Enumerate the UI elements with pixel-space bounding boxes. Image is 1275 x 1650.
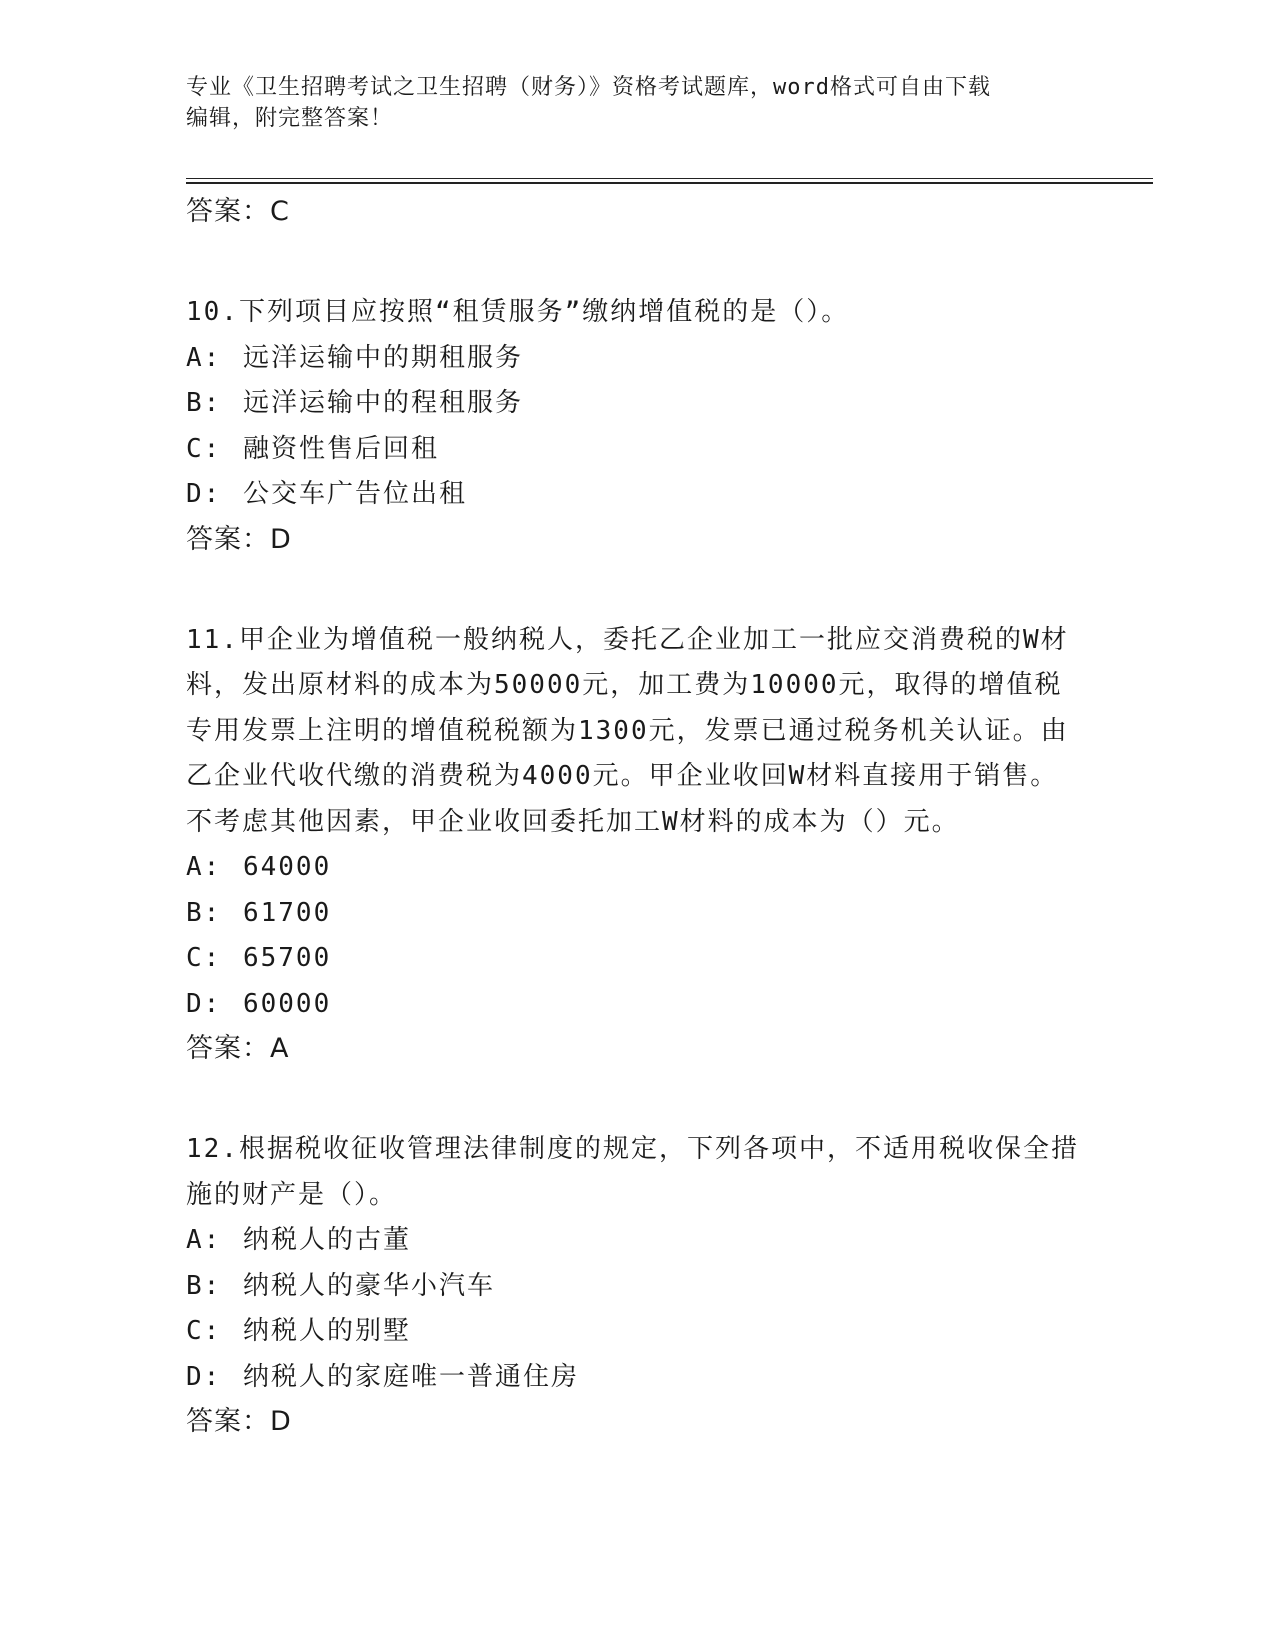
option-text: 纳税人的豪华小汽车 [242,1270,495,1301]
header-divider-thin [186,178,1153,179]
option-b: B: 纳税人的豪华小汽车 [186,1264,1086,1310]
option-text: 公交车广告位出租 [242,479,467,509]
option-letter: A [186,852,204,882]
option-a: A: 64000 [186,845,1086,891]
option-letter: B [186,1270,204,1301]
option-b: B: 远洋运输中的程租服务 [186,381,1086,427]
option-text: 60000 [242,988,332,1019]
option-c: C: 纳税人的别墅 [186,1309,1086,1355]
option-d: D: 60000 [186,982,1086,1028]
option-text: 纳税人的别墅 [242,1316,411,1346]
option-d: D: 纳税人的家庭唯一普通住房 [186,1355,1086,1401]
option-text: 61700 [242,897,332,928]
answer-value: C [270,196,290,227]
question-text [186,1127,1086,1218]
document-header [186,72,1066,134]
answer-value: D [270,523,292,555]
option-letter: C [186,943,204,973]
option-letter: D [186,988,204,1019]
option-a: A: 纳税人的古董 [186,1218,1086,1264]
option-text: 融资性售后回租 [242,433,439,464]
option-letter: D [186,1361,204,1392]
question-block [186,1127,1086,1444]
answer-value: D [270,1406,292,1437]
question-number: 11. [186,624,239,655]
question-number: 12. [186,1134,239,1164]
option-text: 远洋运输中的期租服务 [242,342,523,373]
option-letter: A [186,342,204,373]
answer-label: 答案： [186,1406,270,1437]
question-text [186,618,1086,846]
header-divider-thick [186,182,1153,184]
option-letter: D [186,479,204,509]
option-text: 64000 [242,852,332,882]
option-text: 65700 [242,943,332,973]
option-b: B: 61700 [186,891,1086,937]
option-text: 纳税人的古董 [242,1225,411,1255]
option-letter: B [186,388,204,418]
option-letter: B [186,897,204,928]
answer-line [186,1027,1086,1071]
answer-label: 答案： [186,1033,270,1064]
answer-line [186,190,1086,234]
option-a: A: 远洋运输中的期租服务 [186,336,1086,382]
option-c: C: 65700 [186,936,1086,982]
question-list [186,190,1086,1444]
question-block [186,618,1086,1072]
question-stem: 甲企业为增值税一般纳税人，委托乙企业加工一批应交消费税的W材料，发出原材料的成本为50000元，加工费为10000元，取得的增值税专用发票上注明的增值税税额为1300元，发票已通过税务机关认证。由乙企业代收代缴的消费税为4000元。甲企业收回W材料直接用于销售。不考虑其他因素，甲企业收回委托加工W材料的成本为（）元。 [186,624,1069,837]
answer-label: 答案： [186,523,270,555]
option-text: 远洋运输中的程租服务 [242,388,523,418]
header-line-2: 编辑，附完整答案！ [186,106,394,131]
option-d: D: 公交车广告位出租 [186,472,1086,518]
option-letter: C [186,433,204,464]
option-text: 纳税人的家庭唯一普通住房 [242,1361,579,1392]
option-c: C: 融资性售后回租 [186,427,1086,473]
option-letter: C [186,1316,204,1346]
answer-line [186,1400,1086,1444]
answer-label: 答案： [186,196,270,227]
question-stem: 根据税收征收管理法律制度的规定，下列各项中，不适用税收保全措施的财产是（）。 [186,1134,1079,1210]
question-block [186,290,1086,562]
header-line-1: 专业《卫生招聘考试之卫生招聘（财务）》资格考试题库，word格式可自由下载 [186,75,991,100]
answer-value: A [270,1033,290,1064]
question-stem: 下列项目应按照“租赁服务”缴纳增值税的是（）。 [238,297,850,327]
answer-line [186,518,1086,562]
option-letter: A [186,1225,204,1255]
question-text [186,290,1086,336]
question-number: 10. [186,297,239,327]
